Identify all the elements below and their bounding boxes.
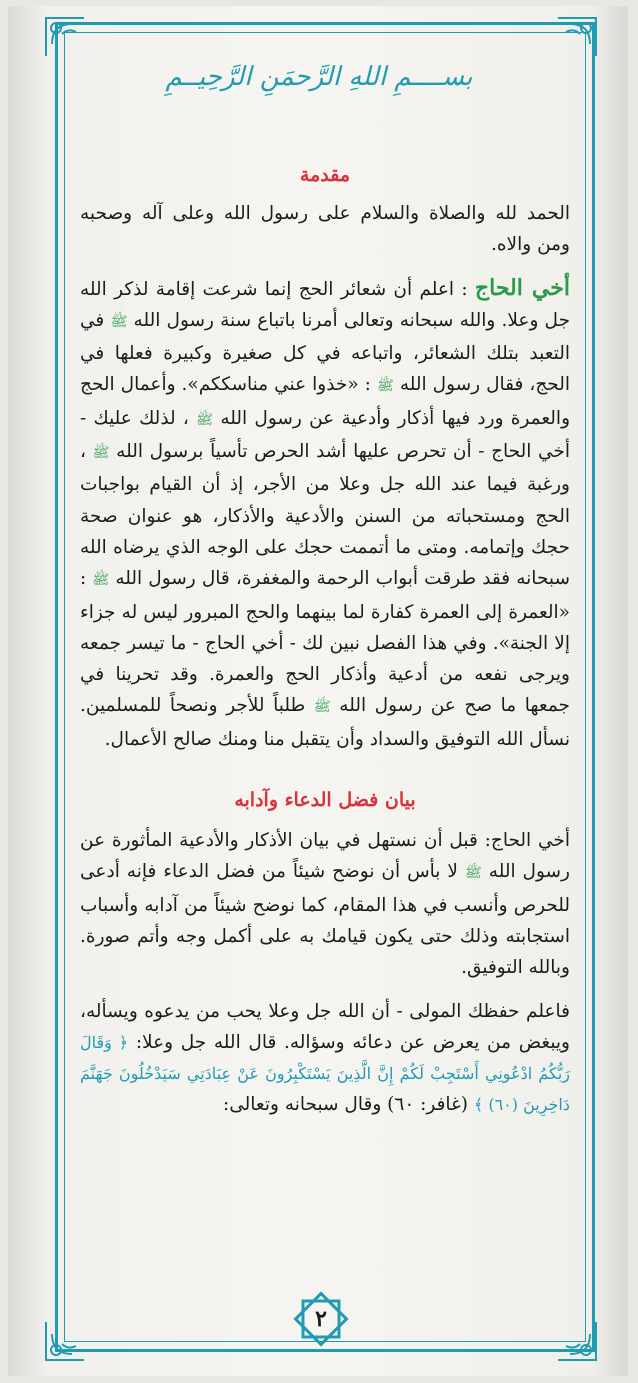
ornament-corner-icon [42,1318,88,1364]
pbuh-glyph: ﷺ [196,411,214,428]
page-number: ٢ [315,1306,327,1332]
section-paragraph-verse: فاعلم حفظك المولى - أن الله جل وعلا يحب من يدعوه ويسأله، ويبغض من يعرض عن دعائه وسؤاله. قال الله جل وعلا: ﴿ وَقَالَ رَبُّكُمُ ادْعُونِي أَسْتَجِبْ لَكُمْ إِنَّ الَّذِينَ يَسْتَكْبِرُونَ عَنْ عِبَادَتِي سَيَدْخُلُونَ جَهَنَّمَ دَاخِرِينَ (٦٠) ﴾ (غافر: ٦٠) وقال سبحانه وتعالى: [80,1000,570,1116]
section-heading: بيان فضل الدعاء وآدابه [234,789,416,812]
document-body [80,160,570,1121]
pbuh-glyph: ﷺ [313,699,331,716]
quran-verse: ﴿ وَقَالَ رَبُّكُمُ ادْعُونِي أَسْتَجِبْ لَكُمْ إِنَّ الَّذِينَ يَسْتَكْبِرُونَ عَنْ عِبَادَتِي سَيَدْخُلُونَ جَهَنَّمَ دَاخِرِينَ (٦٠) ﴾ [80,1032,570,1115]
pbuh-glyph: ﷺ [92,572,110,589]
pbuh-glyph: ﷺ [464,865,482,882]
ornament-corner-icon [554,1318,600,1364]
intro-body: أخي الحاج : اعلم أن شعائر الحج إنما شرعت إقامة لذكر الله جل وعلا. والله سبحانه وتعالى أمرنا باتباع سنة رسول الله ﷺ في التعبد بتلك الشعائر، واتباعه في كل صغيرة وكبيرة فعلها في الحج، فقال رسول الله ﷺ : «خذوا عني مناسككم». وأعمال الحج والعمرة ورد فيها أذكار وأدعية عن رسول الله ﷺ ، لذلك عليك - أخي الحاج - أن تحرص عليها أشد الحرص تأسياً برسول الله ﷺ ، ورغبة فيما عند الله جل وعلا من الأجر، إذ أن القيام بواجبات الحج ومستحباته من السنن والأدعية والأذكار، هو عنوان صحة حجك وإتمامه. ومتى ما أتممت حجك على الوجه الذي يرضاه الله سبحانه فقد طرقت أبواب الرحمة والمغفرة، قال رسول الله ﷺ : «العمرة إلى العمرة كفارة لما بينهما والحج المبرور ليس له جزاء إلا الجنة». وفي هذا الفصل نبين لك - أخي الحاج - ما تيسر جمعه ويرجى نفعه من أدعية وأذكار الحج والعمرة. وقد تحرينا في جمعها ما صح عن رسول الله ﷺ طلباً للأجر ونصحاً للمسلمين. نسأل الله التوفيق والسداد وأن يتقبل منا ومنك صالح الأعمال. [80,274,571,750]
pbuh-glyph: ﷺ [376,378,394,395]
basmala-header: بســــمِ اللهِ الرَّحمَنِ الرَّحِيــمِ [165,62,473,92]
intro-heading: مقدمة [299,164,351,186]
section-paragraph: أخي الحاج: قبل أن نستهل في بيان الأذكار والأدعية المأثورة عن رسول الله ﷺ لا بأس أن نوضح شيئاً من فضل الدعاء فإنه أدعى للحرص وأنسب في هذا المقام، كما نوضح شيئاً من آدابه وأسباب استجابته وذلك حتى يكون قيامك به على أكمل وجه وأتم صورة. وبالله التوفيق. [80,830,570,979]
ornament-corner-icon [554,14,600,60]
pbuh-glyph: ﷺ [92,445,110,462]
pbuh-glyph: ﷺ [110,313,128,330]
page-number-badge [290,1288,352,1350]
lead-phrase: أخي الحاج [474,274,570,301]
ornament-corner-icon [42,14,88,60]
intro-paragraph: الحمد لله والصلاة والسلام على رسول الله وعلى آله وصحبه ومن والاه. [80,203,570,256]
